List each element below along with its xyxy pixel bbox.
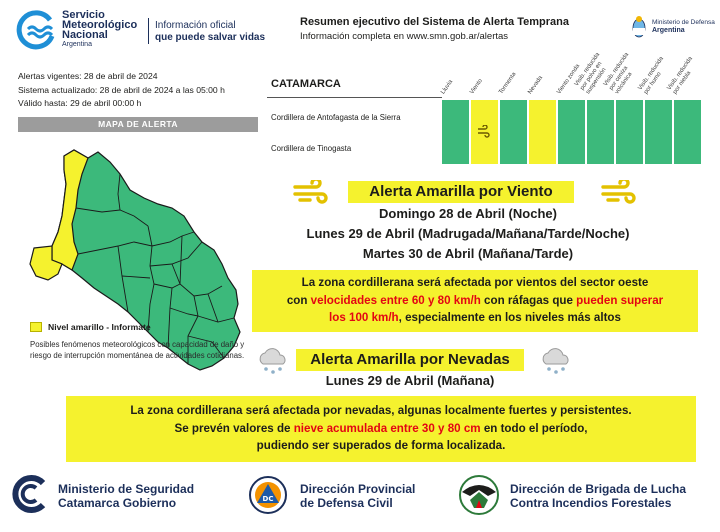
header	[0, 0, 720, 54]
region-divider	[267, 97, 442, 98]
defensa-civil-logo-icon	[248, 474, 288, 516]
snow-alert-description	[66, 396, 696, 462]
page-subtitle[interactable]: Información completa en www.smn.gob.ar/alertas	[300, 31, 509, 42]
hazard-header-label: Visib. reducida por niebla	[666, 55, 694, 96]
snow-desc-line: La zona cordillerana será afectada por nevadas, algunas localmente fuertes y persistentes.	[130, 404, 632, 417]
catamarca-government-logo-icon	[10, 474, 50, 514]
wind-desc-text: con	[286, 293, 311, 307]
hazard-header-label: Viento	[469, 78, 484, 96]
wind-alert-description	[252, 270, 698, 332]
snow-desc-line: pudiendo ser superados de forma localizada.	[256, 439, 506, 452]
alert-level-cell	[587, 100, 614, 164]
hazard-header-label: Nevada	[527, 75, 545, 96]
wind-desc-text: con ráfagas que	[480, 293, 577, 307]
tagline	[155, 20, 265, 44]
footer-defensa-line1: Dirección Provincial	[300, 482, 416, 496]
footer-seguridad	[58, 482, 194, 510]
footer-brigada	[510, 482, 686, 510]
alert-level-cell	[442, 100, 469, 164]
alert-level-cell	[645, 100, 672, 164]
wind-gust-highlight: pueden superar	[576, 293, 664, 307]
brand-country: Argentina	[62, 41, 92, 48]
wind-alert-date: Domingo 28 de Abril (Noche)	[379, 206, 557, 221]
footer-brigada-line1: Dirección de Brigada de Lucha	[510, 482, 687, 496]
snow-alert-date: Lunes 29 de Abril (Mañana)	[325, 373, 495, 388]
alert-level-cell	[558, 100, 585, 164]
ministry-name: Ministerio de Defensa	[652, 19, 715, 26]
wind-icon-left	[292, 180, 330, 204]
region-name: CATAMARCA	[271, 78, 341, 90]
footer-defensa-civil	[300, 482, 415, 510]
brand-line: Meteorológico	[62, 19, 138, 31]
legend-label: Nivel amarillo - Informate	[48, 322, 151, 332]
wind-alert-date: Martes 30 de Abril (Mañana/Tarde)	[362, 246, 574, 261]
national-crest-icon	[632, 15, 646, 39]
footer-seguridad-line2: Catamarca Gobierno	[58, 496, 177, 510]
footer-brigada-line2: Contra Incendios Forestales	[510, 496, 672, 510]
wind-alert-date: Lunes 29 de Abril (Madrugada/Mañana/Tarde/Noche)	[306, 226, 630, 241]
snow-cloud-icon-right	[538, 346, 574, 376]
wind-level-icon	[476, 125, 490, 139]
alert-level-cell	[674, 100, 701, 164]
smn-brand	[62, 10, 142, 50]
hazard-header-label: Visib. reducida por ceniza volcánica	[602, 51, 634, 96]
tagline-line2: que puede salvar vidas	[155, 32, 266, 43]
brigada-incendios-logo-icon	[456, 474, 502, 516]
map-heading: MAPA DE ALERTA	[18, 117, 258, 132]
wind-gust-value-highlight: los 100 km/h	[329, 311, 399, 324]
alert-validity-info	[18, 70, 225, 111]
header-divider	[148, 18, 149, 44]
zone-label-tinogasta: Cordillera de Tinogasta	[271, 144, 352, 153]
snow-desc-text: Se prevén valores de	[174, 421, 294, 435]
legend-description: Posibles fenómenos meteorológicos con capacidad de daño y riesgo de interrupción momentánea de actividades cotidianas.	[30, 340, 245, 360]
hazard-header-label: Tormenta	[498, 71, 518, 96]
wind-icon-right	[600, 180, 638, 204]
snow-accumulation-highlight: nieve acumulada entre 30 y 80 cm	[293, 421, 481, 435]
snow-desc-line	[66, 420, 696, 438]
brand-line: Nacional	[62, 29, 108, 41]
brand-line: Servicio	[62, 9, 105, 21]
alert-level-cell	[616, 100, 643, 164]
alerts-current: Alertas vigentes: 28 de abril de 2024	[18, 71, 158, 81]
alert-level-cell	[500, 100, 527, 164]
hazard-header-label: Visib. reducida por humo	[637, 55, 665, 96]
smn-logo-icon	[16, 10, 56, 50]
snow-alert-title: Alerta Amarilla por Nevadas	[296, 349, 524, 371]
wind-desc-line	[252, 309, 698, 327]
tagline-line1: Información oficial	[155, 20, 236, 31]
wind-desc-line	[252, 292, 698, 310]
alert-level-cell	[529, 100, 556, 164]
wind-speed-highlight: velocidades entre 60 y 80 km/h	[310, 293, 481, 307]
snow-desc-text: en todo el período,	[480, 421, 588, 435]
page-title: Resumen ejecutivo del Sistema de Alerta Temprana	[300, 16, 569, 28]
zone-label-antofagasta: Cordillera de Antofagasta de la Sierra	[271, 113, 401, 122]
footer-defensa-line2: de Defensa Civil	[300, 496, 393, 510]
hazard-header-label: Viento zonda	[556, 63, 582, 96]
valid-until: Válido hasta: 29 de abril 00:00 h	[18, 98, 142, 108]
wind-desc-text: , especialmente en los niveles más altos	[398, 311, 621, 324]
ministry-country: Argentina	[652, 27, 685, 34]
system-updated: Sistema actualizado: 28 de abril de 2024 a las 05:00 h	[18, 84, 225, 95]
footer-seguridad-line1: Ministerio de Seguridad	[58, 482, 195, 496]
legend-yellow-swatch	[30, 322, 42, 332]
snow-cloud-icon-left	[255, 346, 291, 376]
defensa-civil-badge: DC	[262, 495, 274, 503]
hazard-header-label: Visib. reducida por polvo en suspensión	[573, 51, 608, 96]
wind-alert-title: Alerta Amarilla por Viento	[348, 181, 574, 203]
wind-desc-line: La zona cordillerana será afectada por vientos del sector oeste	[301, 276, 649, 289]
hazard-header-label: Lluvia	[440, 79, 455, 96]
